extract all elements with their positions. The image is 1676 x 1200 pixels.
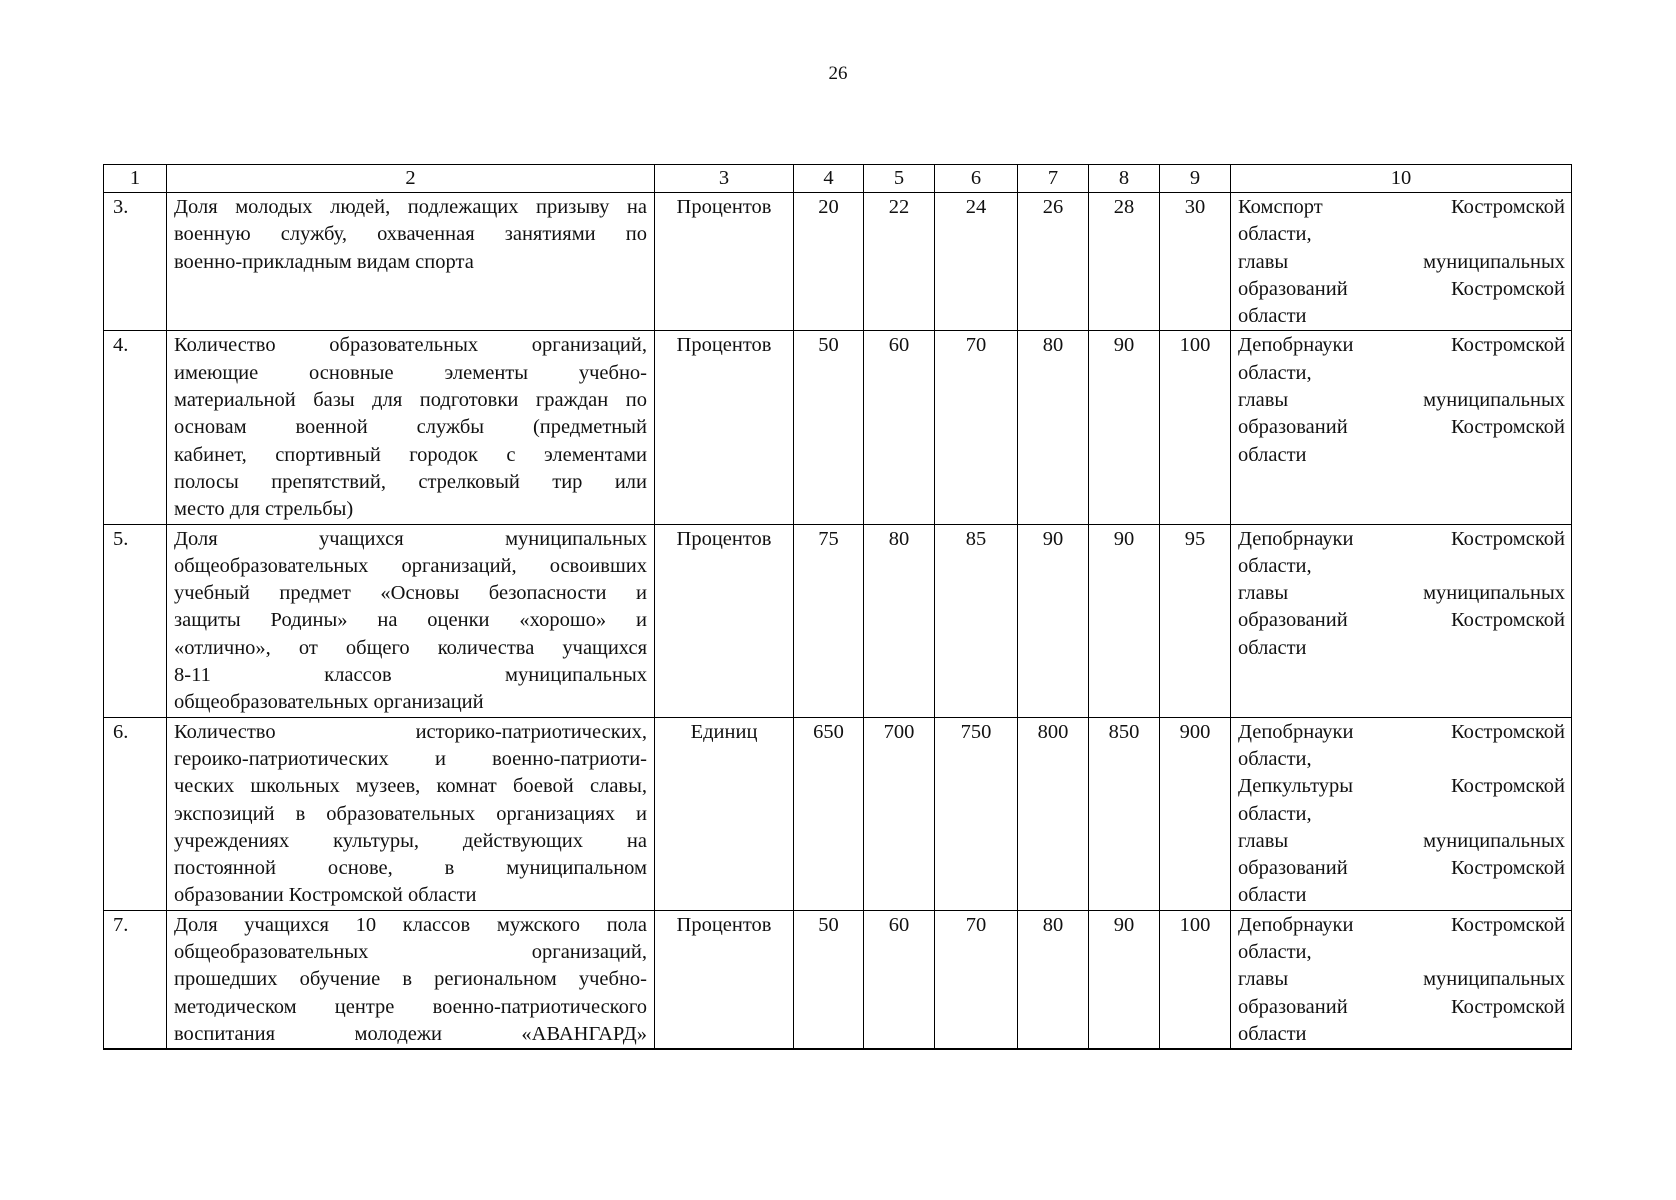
unit-of-measure: Процентов — [655, 524, 794, 717]
target-value-year-3: 85 — [935, 524, 1018, 717]
responsible-executors — [1231, 193, 1572, 331]
row-number: 3. — [104, 193, 167, 331]
description-line: Количество историко-патриотических, — [174, 720, 647, 743]
description-line: военно-прикладным видам спорта — [174, 250, 474, 273]
responsible-executors — [1231, 524, 1572, 717]
target-value-year-2: 80 — [864, 524, 935, 717]
indicator-description — [167, 717, 655, 910]
description-line: прошедших обучение в региональном учебно- — [174, 968, 647, 991]
column-header-6: 6 — [935, 165, 1018, 193]
target-value-year-6: 30 — [1160, 193, 1231, 331]
column-header-3: 3 — [655, 165, 794, 193]
responsible-executors — [1231, 331, 1572, 524]
responsible-line: области, — [1238, 802, 1312, 825]
indicators-table-body — [104, 165, 1572, 1050]
target-value-year-2: 60 — [864, 910, 935, 1049]
indicator-description — [167, 524, 655, 717]
description-line: материальной базы для подготовки граждан по — [174, 389, 647, 412]
responsible-line: области — [1238, 884, 1307, 907]
description-line: защиты Родины» на оценки «хорошо» и — [174, 609, 647, 632]
responsible-line: области — [1238, 636, 1307, 659]
responsible-line: образований Костромской — [1238, 416, 1565, 439]
target-value-year-6: 100 — [1160, 331, 1231, 524]
description-line: Количество образовательных организаций, — [174, 334, 647, 357]
responsible-line: Депобрнауки Костромской — [1238, 527, 1565, 550]
target-value-year-3: 70 — [935, 910, 1018, 1049]
description-line: общеобразовательных организаций, освоивших — [174, 554, 647, 577]
row-number: 7. — [104, 910, 167, 1049]
responsible-executors — [1231, 910, 1572, 1049]
responsible-line: главы муниципальных — [1238, 389, 1565, 412]
unit-of-measure: Единиц — [655, 717, 794, 910]
indicator-description — [167, 331, 655, 524]
target-value-year-1: 75 — [794, 524, 864, 717]
description-line: военную службу, охваченная занятиями по — [174, 223, 647, 246]
description-line: учреждениях культуры, действующих на — [174, 829, 647, 852]
column-header-7: 7 — [1018, 165, 1089, 193]
column-header-8: 8 — [1089, 165, 1160, 193]
responsible-line: области — [1238, 443, 1307, 466]
responsible-line: области — [1238, 1022, 1307, 1045]
target-value-year-1: 50 — [794, 910, 864, 1049]
responsible-line: образований Костромской — [1238, 277, 1565, 300]
responsible-line: главы муниципальных — [1238, 968, 1565, 991]
table-row — [104, 193, 1572, 331]
row-number: 6. — [104, 717, 167, 910]
responsible-line: области, — [1238, 747, 1312, 770]
target-value-year-6: 100 — [1160, 910, 1231, 1049]
target-value-year-4: 80 — [1018, 910, 1089, 1049]
responsible-line: Депкультуры Костромской — [1238, 775, 1565, 798]
target-value-year-4: 26 — [1018, 193, 1089, 331]
indicator-description — [167, 193, 655, 331]
indicator-description — [167, 910, 655, 1049]
unit-of-measure: Процентов — [655, 910, 794, 1049]
description-line: Доля учащихся 10 классов мужского пола — [174, 913, 647, 936]
column-header-5: 5 — [864, 165, 935, 193]
target-value-year-6: 95 — [1160, 524, 1231, 717]
responsible-line: области, — [1238, 941, 1312, 964]
description-line: «отлично», от общего количества учащихся — [174, 636, 647, 659]
column-header-10: 10 — [1231, 165, 1572, 193]
unit-of-measure: Процентов — [655, 331, 794, 524]
target-value-year-3: 750 — [935, 717, 1018, 910]
indicators-table-container — [103, 164, 1572, 1050]
responsible-line: образований Костромской — [1238, 995, 1565, 1018]
responsible-line: области, — [1238, 554, 1312, 577]
description-line: экспозиций в образовательных организациях и — [174, 802, 647, 825]
target-value-year-3: 24 — [935, 193, 1018, 331]
description-line: методическом центре военно-патриотического — [174, 995, 647, 1018]
responsible-line: образований Костромской — [1238, 609, 1565, 632]
description-line: ческих школьных музеев, комнат боевой славы, — [174, 775, 647, 798]
row-number: 5. — [104, 524, 167, 717]
target-value-year-1: 50 — [794, 331, 864, 524]
indicators-table — [103, 164, 1572, 1050]
description-line: полосы препятствий, стрелковый тир или — [174, 470, 647, 493]
target-value-year-5: 90 — [1089, 331, 1160, 524]
target-value-year-6: 900 — [1160, 717, 1231, 910]
description-line: место для стрельбы) — [174, 498, 354, 521]
target-value-year-3: 70 — [935, 331, 1018, 524]
target-value-year-2: 700 — [864, 717, 935, 910]
description-line: Доля учащихся муниципальных — [174, 527, 647, 550]
column-header-2: 2 — [167, 165, 655, 193]
column-header-9: 9 — [1160, 165, 1231, 193]
description-line: кабинет, спортивный городок с элементами — [174, 443, 647, 466]
responsible-line: главы муниципальных — [1238, 250, 1565, 273]
responsible-line: образований Костромской — [1238, 857, 1565, 880]
description-line: учебный предмет «Основы безопасности и — [174, 582, 647, 605]
table-row — [104, 524, 1572, 717]
target-value-year-1: 20 — [794, 193, 864, 331]
target-value-year-2: 60 — [864, 331, 935, 524]
table-row — [104, 717, 1572, 910]
unit-of-measure: Процентов — [655, 193, 794, 331]
target-value-year-5: 850 — [1089, 717, 1160, 910]
responsible-line: Депобрнауки Костромской — [1238, 334, 1565, 357]
target-value-year-1: 650 — [794, 717, 864, 910]
responsible-line: главы муниципальных — [1238, 582, 1565, 605]
responsible-line: главы муниципальных — [1238, 829, 1565, 852]
description-line: Доля молодых людей, подлежащих призыву на — [174, 196, 647, 218]
table-row — [104, 910, 1572, 1049]
description-line: образовании Костромской области — [174, 884, 477, 907]
responsible-line: Комспорт Костромской — [1238, 196, 1565, 218]
target-value-year-4: 80 — [1018, 331, 1089, 524]
description-line: постоянной основе, в муниципальном — [174, 857, 647, 880]
target-value-year-4: 800 — [1018, 717, 1089, 910]
responsible-executors — [1231, 717, 1572, 910]
column-header-1: 1 — [104, 165, 167, 193]
description-line: общеобразовательных организаций, — [174, 941, 647, 964]
table-row — [104, 331, 1572, 524]
description-line: героико-патриотических и военно-патриоти- — [174, 747, 647, 770]
responsible-line: Депобрнауки Костромской — [1238, 720, 1565, 743]
column-number-row — [104, 165, 1572, 193]
description-line: 8-11 классов муниципальных — [174, 664, 647, 687]
responsible-line: Депобрнауки Костромской — [1238, 913, 1565, 936]
description-line: имеющие основные элементы учебно- — [174, 361, 647, 384]
responsible-line: области, — [1238, 361, 1312, 384]
target-value-year-5: 28 — [1089, 193, 1160, 331]
description-line: основам военной службы (предметный — [174, 416, 647, 439]
target-value-year-5: 90 — [1089, 910, 1160, 1049]
column-header-4: 4 — [794, 165, 864, 193]
target-value-year-2: 22 — [864, 193, 935, 331]
responsible-line: области, — [1238, 223, 1312, 246]
description-line: общеобразовательных организаций — [174, 691, 484, 714]
row-number: 4. — [104, 331, 167, 524]
description-line: воспитания молодежи «АВАНГАРД» — [174, 1022, 647, 1045]
target-value-year-4: 90 — [1018, 524, 1089, 717]
page-number: 26 — [828, 63, 848, 84]
responsible-line: области — [1238, 305, 1307, 328]
target-value-year-5: 90 — [1089, 524, 1160, 717]
